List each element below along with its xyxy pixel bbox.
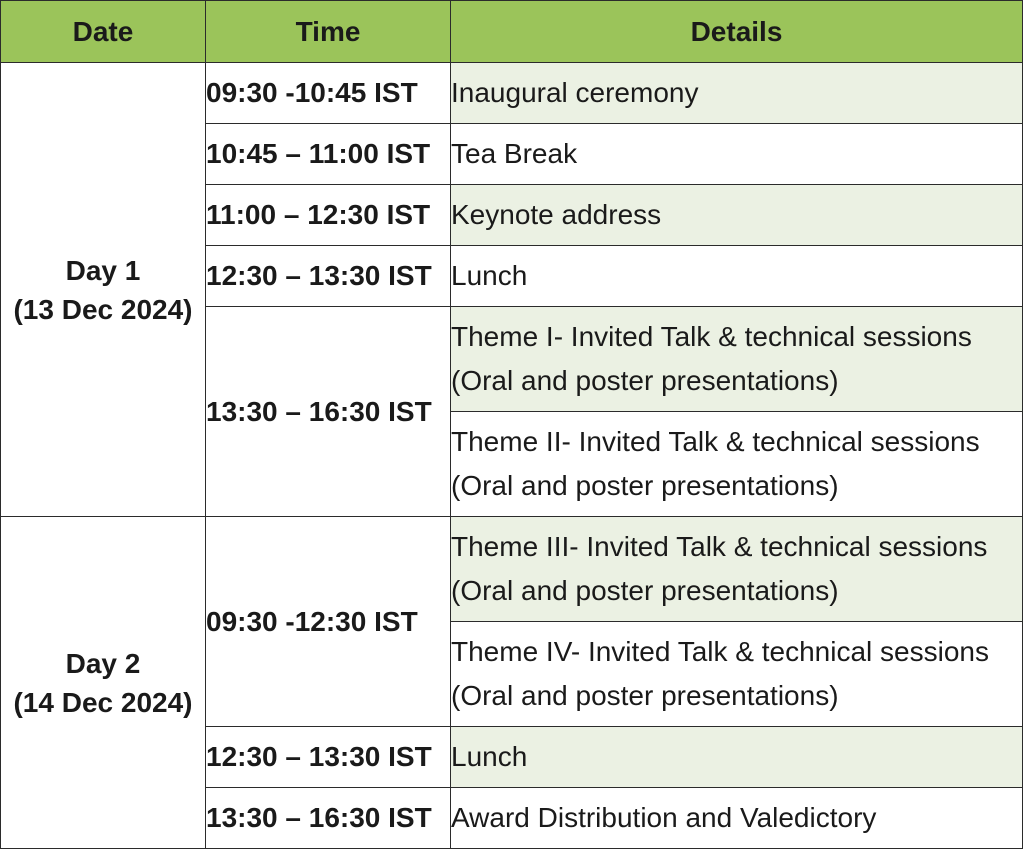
session-format: (Oral and poster presentations)	[451, 680, 839, 711]
day-label: Day 1	[65, 254, 141, 286]
column-header-time: Time	[206, 1, 451, 63]
session-title: Theme II- Invited Talk & technical sessions	[451, 426, 980, 457]
time-cell: 11:00 – 12:30 IST	[206, 185, 451, 246]
details-cell: Tea Break	[451, 124, 1023, 185]
details-cell: Lunch	[451, 246, 1023, 307]
session-title: Theme III- Invited Talk & technical sessions	[451, 531, 988, 562]
day-date: (13 Dec 2024)	[13, 293, 193, 325]
session-format: (Oral and poster presentations)	[451, 365, 839, 396]
time-cell: 09:30 -10:45 IST	[206, 63, 451, 124]
column-header-details: Details	[451, 1, 1023, 63]
day-cell	[1, 63, 206, 517]
details-cell: Award Distribution and Valedictory	[451, 788, 1023, 849]
header-row	[1, 1, 1023, 63]
time-cell: 09:30 -12:30 IST	[206, 517, 451, 727]
session-format: (Oral and poster presentations)	[451, 470, 839, 501]
details-cell	[451, 622, 1023, 727]
time-cell: 13:30 – 16:30 IST	[206, 788, 451, 849]
day-label: Day 2	[65, 647, 141, 679]
session-title: Theme I- Invited Talk & technical sessions	[451, 321, 972, 352]
details-cell: Lunch	[451, 727, 1023, 788]
column-header-date: Date	[1, 1, 206, 63]
details-cell	[451, 412, 1023, 517]
session-title: Theme IV- Invited Talk & technical sessions	[451, 636, 989, 667]
details-cell: Inaugural ceremony	[451, 63, 1023, 124]
day-cell	[1, 517, 206, 849]
table-row	[1, 517, 1023, 622]
time-cell: 12:30 – 13:30 IST	[206, 727, 451, 788]
time-cell: 10:45 – 11:00 IST	[206, 124, 451, 185]
day-date: (14 Dec 2024)	[13, 686, 193, 718]
details-cell: Keynote address	[451, 185, 1023, 246]
details-cell	[451, 307, 1023, 412]
details-cell	[451, 517, 1023, 622]
table-row	[1, 63, 1023, 124]
session-format: (Oral and poster presentations)	[451, 575, 839, 606]
time-cell: 12:30 – 13:30 IST	[206, 246, 451, 307]
time-cell: 13:30 – 16:30 IST	[206, 307, 451, 517]
